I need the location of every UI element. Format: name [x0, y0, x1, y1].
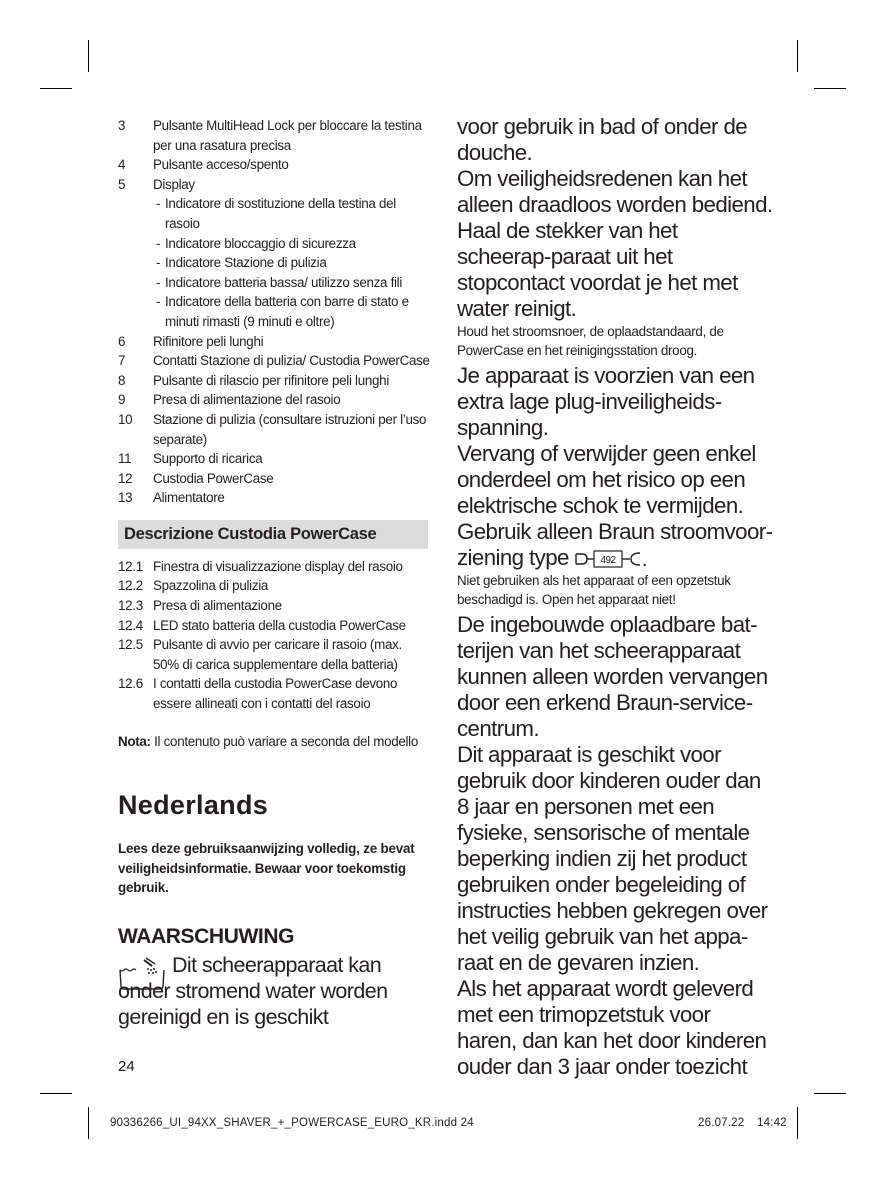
- display-sub-item: [118, 234, 430, 254]
- power-supply-text: Gebruik alleen Braun stroomvoor-ziening type: [457, 519, 773, 570]
- crop-mark: [814, 1093, 846, 1094]
- item-text: Pulsante acceso/spento: [153, 157, 289, 173]
- list-item: [118, 596, 430, 616]
- paragraph: De ingebouwde oplaadbare bat-terijen van het scheerapparaat kunnen alleen worden vervangen door een erkend Braun-service-centrum.: [457, 612, 768, 741]
- item-text: Pulsante di avvio per caricare il rasoio (max. 50% di carica supplementare della batteria): [153, 637, 402, 672]
- display-sub-item: [118, 253, 430, 273]
- item-number: 12.2: [118, 578, 143, 594]
- item-text: Contatti Stazione di pulizia/ Custodia PowerCase: [153, 353, 430, 369]
- note-label: Nota:: [118, 733, 151, 749]
- item-text: Spazzolina di pulizia: [153, 578, 269, 594]
- bullet-dash: -: [156, 196, 161, 212]
- parts-list-continued: [118, 332, 430, 508]
- list-item: [118, 371, 430, 391]
- display-sub-item: [118, 292, 430, 331]
- list-item: [118, 488, 430, 508]
- item-number: 3: [118, 118, 126, 133]
- item-number: 5: [118, 176, 126, 192]
- item-number: 10: [118, 411, 133, 427]
- paragraph: Haal de stekker van het scheerap-paraat uit het stopcontact voordat je het met water reinigt.: [457, 218, 738, 321]
- bullet-dash: -: [156, 294, 161, 310]
- plug-code: 492: [600, 555, 616, 567]
- list-item: [118, 557, 430, 577]
- paragraph-small: Niet gebruiken als het apparaat of een opzetstuk beschadigd is. Open het apparaat niet!: [457, 573, 731, 607]
- list-item: [118, 116, 430, 155]
- item-text: Pulsante MultiHead Lock per bloccare la testina per una rasatura precisa: [153, 118, 422, 153]
- display-sub-item: [118, 273, 430, 293]
- item-number: 4: [118, 157, 126, 173]
- bullet-dash: -: [156, 255, 161, 271]
- item-number: 12: [118, 470, 133, 486]
- item-number: 12.6: [118, 676, 143, 692]
- note-text: Il contenuto può variare a seconda del modello: [150, 733, 419, 749]
- paragraph: Vervang of verwijder geen enkel onderdeel om het risico op een elektrische schok te vermijden.: [457, 441, 756, 518]
- display-sub-item: [118, 194, 430, 233]
- case-parts-list: [118, 557, 430, 714]
- warning-heading: WAARSCHUWING: [118, 925, 295, 948]
- list-item: [118, 449, 430, 469]
- item-text: Display: [153, 176, 195, 192]
- crop-mark: [88, 40, 89, 72]
- item-number: 12.1: [118, 558, 143, 574]
- paragraph: Om veiligheidsredenen kan het alleen draadloos worden bediend.: [457, 166, 773, 217]
- list-item: [118, 635, 430, 674]
- list-item: [118, 332, 430, 352]
- list-item: [118, 616, 430, 636]
- crop-mark: [797, 1107, 798, 1139]
- item-text: Stazione di pulizia (consultare istruzioni per l’uso separate): [153, 411, 427, 447]
- item-number: 11: [118, 451, 132, 467]
- list-item: [118, 576, 430, 596]
- paragraph: Dit apparaat is geschikt voor gebruik door kinderen ouder dan 8 jaar en personen met een fysieke, sensorische of mentale beperking indien zij het product gebruiken onder begeleiding of instructies hebben gekregen over het veilig gebruik van het appa-raat en de gevaren inzien.: [457, 742, 768, 975]
- power-plug-type-icon: [574, 548, 664, 570]
- item-number: 12.5: [118, 637, 143, 653]
- parts-list: [118, 116, 430, 194]
- item-number: 9: [118, 392, 126, 408]
- crop-mark: [88, 1107, 89, 1139]
- intro-text: Lees deze gebruiksaanwijzing volledig, ze bevat veiligheidsinformatie. Bewaar voor toekomstig gebruik.: [118, 841, 415, 896]
- warning-text: Dit scheerapparaat kan onder stromend water worden gereinigd en is geschikt: [118, 953, 388, 1029]
- bullet-dash: -: [156, 274, 161, 290]
- right-column: [457, 114, 775, 1080]
- display-sub-list: [118, 194, 430, 331]
- sub-item-text: Indicatore batteria bassa/ utilizzo senza fili: [165, 274, 403, 290]
- list-item: [118, 351, 430, 371]
- sub-item-text: Indicatore della batteria con barre di stato e minuti rimasti (9 minuti e oltre): [165, 294, 409, 329]
- list-item: [118, 175, 430, 195]
- paragraph: Als het apparaat wordt geleverd met een trimopzetstuk voor haren, dan kan het door kinderen ouder dan 3 jaar onder toezicht: [457, 976, 767, 1079]
- item-text: Custodia PowerCase: [153, 470, 274, 486]
- crop-mark: [797, 40, 798, 72]
- list-item: [118, 410, 430, 449]
- slug-time: 14:42: [757, 1117, 787, 1129]
- list-item: [118, 155, 430, 175]
- shower-wash-icon: [118, 956, 166, 992]
- sub-item-text: Indicatore bloccaggio di sicurezza: [165, 235, 356, 251]
- item-text: Pulsante di rilascio per rifinitore peli lunghi: [153, 372, 389, 388]
- left-column: [118, 116, 430, 1030]
- item-number: 7: [118, 353, 126, 369]
- item-text: Presa di alimentazione: [153, 598, 282, 614]
- crop-mark: [40, 88, 72, 89]
- list-item: [118, 390, 430, 410]
- warning-block: [118, 952, 430, 1030]
- item-number: 8: [118, 372, 126, 388]
- slug-file: 90336266_UI_94XX_SHAVER_+_POWERCASE_EURO_KR.indd 24: [110, 1117, 474, 1129]
- item-text: Alimentatore: [153, 490, 225, 506]
- item-text: Supporto di ricarica: [153, 451, 263, 467]
- list-item: [118, 674, 430, 713]
- list-item: [118, 469, 430, 489]
- note: [118, 732, 430, 752]
- paragraph: [457, 519, 775, 571]
- svg-text:.: .: [642, 549, 648, 571]
- language-heading: Nederlands: [118, 790, 269, 821]
- sub-item-text: Indicatore Stazione di pulizia: [165, 255, 327, 271]
- crop-mark: [814, 88, 846, 89]
- item-number: 12.3: [118, 598, 143, 614]
- paragraph-small: Houd het stroomsnoer, de oplaadstandaard, de PowerCase en het reinigingsstation droog.: [457, 324, 724, 358]
- page-number: 24: [118, 1058, 135, 1075]
- item-text: I contatti della custodia PowerCase devono essere allineati con i contatti del rasoio: [153, 676, 398, 712]
- item-text: LED stato batteria della custodia PowerCase: [153, 617, 406, 633]
- item-number: 6: [118, 333, 126, 349]
- item-number: 12.4: [118, 617, 143, 633]
- item-text: Finestra di visualizzazione display del rasoio: [153, 558, 403, 574]
- bullet-dash: -: [156, 235, 161, 251]
- crop-mark: [40, 1093, 72, 1094]
- item-text: Rifinitore peli lunghi: [153, 333, 264, 349]
- item-number: 13: [118, 490, 133, 506]
- item-text: Presa di alimentazione del rasoio: [153, 392, 341, 408]
- slug-date: 26.07.22: [698, 1117, 745, 1129]
- section-heading: Descrizione Custodia PowerCase: [118, 520, 428, 549]
- paragraph: voor gebruik in bad of onder de douche.: [457, 114, 748, 165]
- sub-item-text: Indicatore di sostituzione della testina del rasoio: [165, 196, 396, 231]
- paragraph: Je apparaat is voorzien van een extra lage plug-inveiligheids-spanning.: [457, 363, 755, 440]
